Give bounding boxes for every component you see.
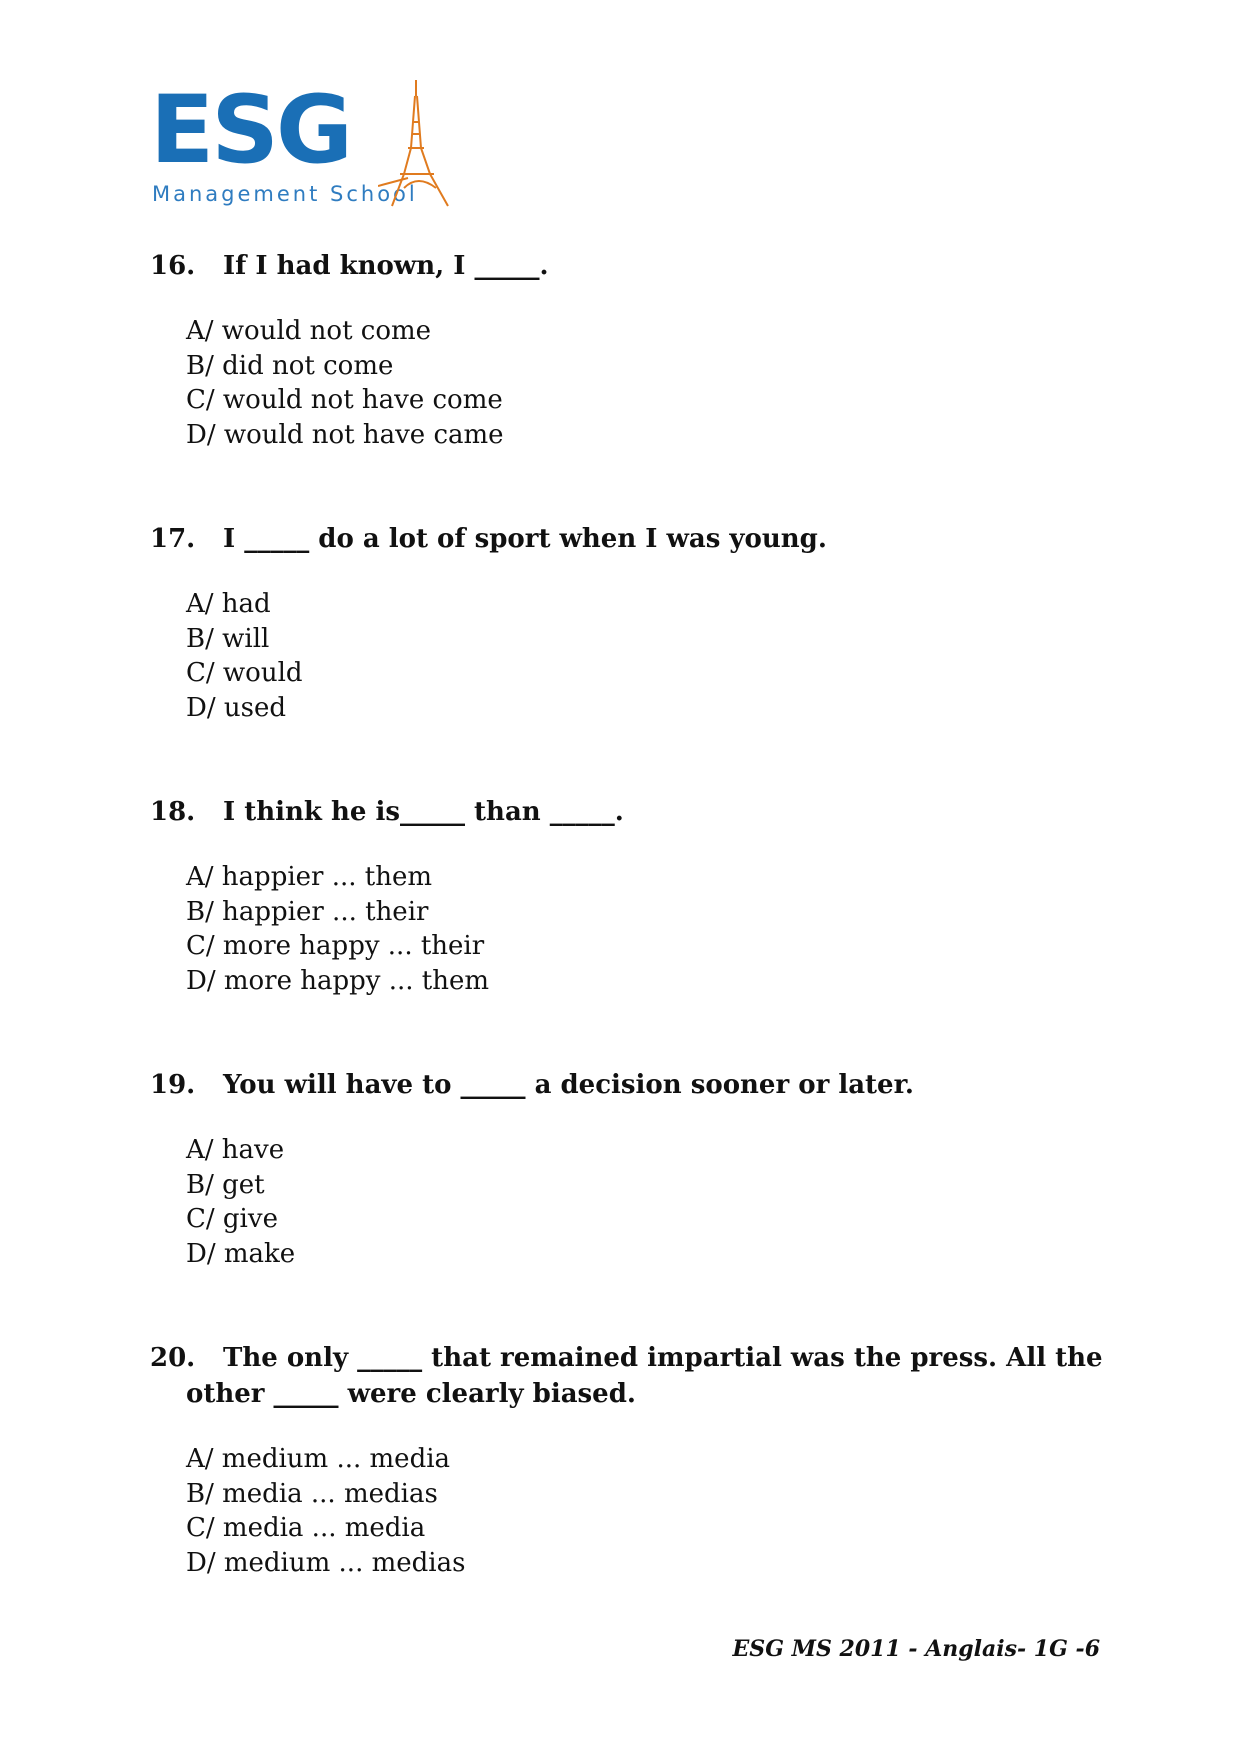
question-text: The only _____ that remained impartial was the press. All the [223, 1343, 1103, 1373]
answer-option-b[interactable]: B/ did not come [186, 350, 394, 381]
answer-option-d[interactable]: D/ medium ... medias [186, 1547, 466, 1578]
question-number: 18. [150, 797, 196, 827]
question-17 [150, 521, 1070, 725]
logo-letters: ESG [150, 76, 351, 185]
question-number: 19. [150, 1070, 196, 1100]
answer-option-d[interactable]: D/ used [186, 692, 286, 723]
question-18-stem [150, 794, 1070, 830]
logo-subtitle: Management School [152, 182, 418, 206]
answer-option-c[interactable]: C/ would [186, 658, 303, 688]
answer-options [150, 1133, 1070, 1271]
answer-option-d[interactable]: D/ would not have came [186, 419, 504, 450]
answer-options [150, 860, 1070, 998]
answer-option-c[interactable]: C/ would not have come [186, 385, 503, 415]
answer-option-a[interactable]: A/ have [186, 1135, 285, 1165]
question-number: 20. [150, 1343, 196, 1373]
answer-option-b[interactable]: B/ get [186, 1169, 265, 1200]
question-19 [150, 1067, 1070, 1271]
answer-option-c[interactable]: C/ media ... media [186, 1513, 426, 1543]
question-19-stem [150, 1067, 1070, 1103]
answer-option-c[interactable]: C/ give [186, 1204, 278, 1234]
answer-options [150, 314, 1070, 452]
question-text: If I had known, I _____. [223, 251, 549, 281]
answer-option-c[interactable]: C/ more happy ... their [186, 931, 485, 961]
question-16-stem [150, 248, 1070, 284]
answer-option-b[interactable]: B/ will [186, 623, 270, 654]
answer-option-d[interactable]: D/ more happy ... them [186, 965, 490, 996]
question-17-stem [150, 521, 1070, 557]
answer-option-a[interactable]: A/ would not come [186, 316, 432, 346]
page-footer: ESG MS 2011 - Anglais- 1G -6 [732, 1636, 1100, 1662]
question-18 [150, 794, 1070, 998]
esg-logo [150, 78, 450, 210]
question-20-stem [150, 1340, 1103, 1376]
question-text: I think he is_____ than _____. [223, 797, 624, 827]
question-16 [150, 248, 1070, 452]
answer-option-a[interactable]: A/ medium ... media [186, 1444, 451, 1474]
question-text: You will have to _____ a decision sooner or later. [223, 1070, 914, 1100]
question-20 [150, 1340, 1103, 1580]
answer-option-d[interactable]: D/ make [186, 1238, 296, 1269]
question-number: 17. [150, 524, 196, 554]
question-text: I _____ do a lot of sport when I was young. [223, 524, 827, 554]
answer-option-b[interactable]: B/ happier ... their [186, 896, 429, 927]
answer-option-b[interactable]: B/ media ... medias [186, 1478, 438, 1509]
answer-option-a[interactable]: A/ had [186, 589, 271, 619]
answer-option-a[interactable]: A/ happier ... them [186, 862, 433, 892]
question-text-continued: other _____ were clearly biased. [186, 1379, 636, 1409]
eiffel-tower-icon [378, 78, 450, 208]
answer-options [150, 587, 1070, 725]
answer-options [150, 1442, 1070, 1580]
question-number: 16. [150, 251, 196, 281]
